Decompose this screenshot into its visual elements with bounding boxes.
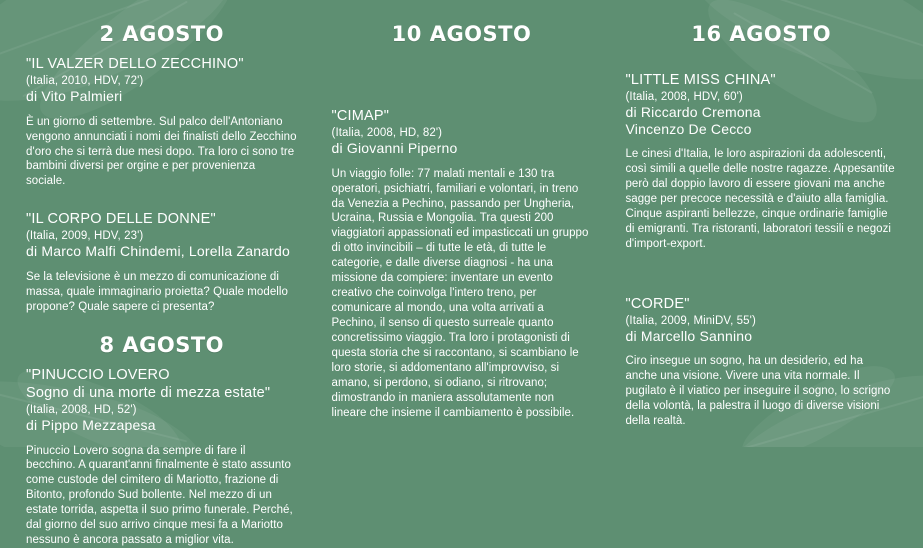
film-credit: di Giovanni Piperno	[331, 140, 458, 157]
film-title-subline: Sogno di una morte di mezza estate"	[26, 384, 271, 401]
film-title: "LITTLE MISS CHINA"	[625, 72, 776, 88]
spacer	[625, 56, 897, 72]
film-meta: (Italia, 2010, HDV, 72')	[26, 75, 144, 88]
column-first	[26, 18, 316, 547]
film-title: "CORDE"	[625, 295, 690, 312]
film-description: Se la televisione è un mezzo di comunicazione di massa, quale immaginario proietta? Quale modello propone? Quale sapere ci presenta?	[26, 270, 288, 313]
film-entry	[26, 367, 298, 548]
spacer	[332, 56, 592, 108]
film-credit: di Marcello Sannino	[625, 327, 753, 344]
film-entry	[625, 72, 897, 252]
film-credit: di Vito Palmieri	[26, 88, 123, 105]
film-meta: (Italia, 2009, MiniDV, 55')	[625, 314, 756, 327]
film-credit: di Pippo Mezzapesa	[26, 417, 156, 434]
film-title: "IL CORPO DELLE DONNE"	[26, 211, 216, 228]
film-title: "CIMAP"	[331, 108, 390, 124]
film-description: Un viaggio folle: 77 malati mentali e 130 tra operatori, psichiatri, familiari e volontari, in treno da Venezia a Pechino, passando per Ungheria, Ucraina, Russia e Mongolia. Tra questi 200 viaggiatori appassionati ed impasticcati un gruppo di otto invincibili – di tutte le età, di tutte le categorie, e dalle diverse diagnosi - ha una missione da compiere: inventare un evento creativo che coinvolga l'intero treno, per comunicare al mondo, una volta arrivati a Pechino, il senso di questo surreale quanto concretissimo viaggio. Tra loro i protagonisti di questa storia che si raccontano, si scambiano le loro storie, si addomentano all'improvviso, si amano, si perdono, si odiano, si ritrovano; dimostrando in maniera assolutamente non lineare che insieme il cambiamento è possibile.	[331, 167, 589, 419]
film-meta: (Italia, 2008, HDV, 60')	[625, 91, 743, 104]
film-meta: (Italia, 2008, HD, 82')	[331, 127, 443, 140]
day-heading-2-agosto: 2 AGOSTO	[99, 22, 225, 46]
film-credit-secondary: Vincenzo De Cecco	[625, 120, 752, 137]
film-description: È un giorno di settembre. Sul palco dell'Antoniano vengono annunciati i nomi dei finalisti dello Zecchino d'oro che si terrà due mesi dopo. Tra loro ci sono tre bambini diversi per orgine e per provenienza sociale.	[26, 115, 297, 188]
film-meta: (Italia, 2008, HD, 52')	[26, 404, 137, 416]
film-description: Le cinesi d'Italia, le loro aspirazioni da adolescenti, così simili a quelle delle nostre ragazze. Appesantite però dal doppio lavoro di essere giovani ma anche sagge per precoce necessità e d'aiuto alla famiglia. Cinque aspiranti bellezze, cinque ordinarie famiglie di emigranti. Tra ristoranti, laboratori tessili e negozi d'import-export.	[625, 148, 895, 250]
film-entry	[26, 56, 298, 189]
film-entry	[26, 211, 298, 314]
day-heading-16-agosto: 16 AGOSTO	[691, 22, 832, 46]
film-credit: di Marco Malfi Chindemi, Lorella Zanardo	[26, 243, 290, 260]
film-description: Ciro insegue un sogno, ha un desiderio, ed ha anche una visione. Vivere una vita normale. Il pugilato è il viatico per inseguire il sogno, lo scrigno della volontà, la palestra il luogo di diverse visioni della realtà.	[625, 355, 891, 428]
film-entry	[332, 108, 592, 421]
column-second	[316, 18, 608, 437]
day-heading-8-agosto: 8 AGOSTO	[99, 332, 225, 357]
day-heading-10-agosto: 10 AGOSTO	[391, 22, 532, 46]
film-description: Pinuccio Lovero sogna da sempre di fare il becchino. A quarant'anni finalmente è stato assunto come custode del cimitero di Mariotto, frazione di Bitonto, profondo Sud bollente. Nel mezzo di un estate torrida, aspetta il suo primo funerale. Perché, dal giorno del suo arrivo cinque mesi fa a Mariotto nessuno è ancora passato a miglior vita.	[26, 444, 293, 547]
film-credit: di Riccardo Cremona	[625, 104, 761, 121]
column-third	[607, 18, 897, 437]
film-entry	[625, 296, 897, 429]
film-title: "PINUCCIO LOVERO	[26, 366, 170, 383]
film-meta: (Italia, 2009, HDV, 23')	[26, 230, 144, 243]
spacer	[625, 266, 897, 296]
film-title: "IL VALZER DELLO ZECCHINO"	[26, 56, 244, 72]
spacer	[26, 203, 298, 211]
